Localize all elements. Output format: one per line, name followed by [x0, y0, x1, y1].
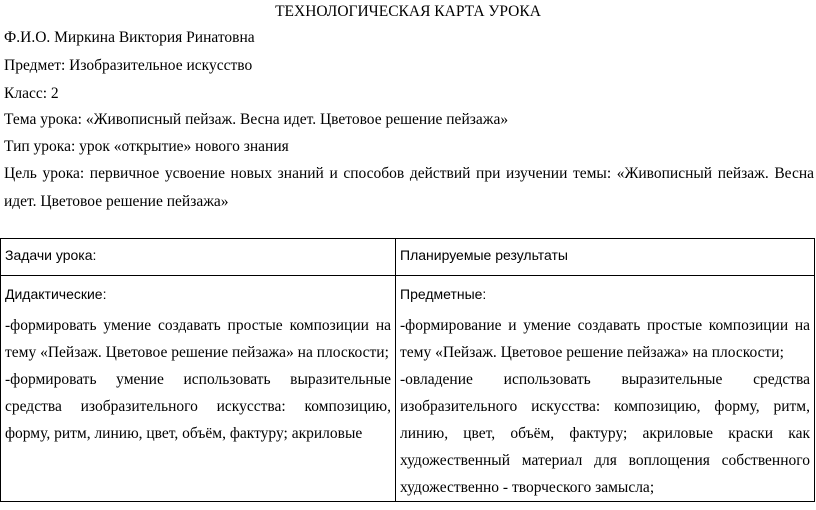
list-item: -формировать умение использовать выразительные средства изобразительного искусства: композицию, форму, ритм, линию, цвет, объём, фактуру; акриловые — [5, 371, 391, 442]
author-line: Ф.И.О. Миркина Виктория Ринатовна — [4, 29, 255, 46]
subject-line: Предмет: Изобразительное искусство — [4, 57, 253, 74]
results-header-cell: Планируемые результаты — [396, 239, 815, 276]
results-cell — [396, 276, 815, 502]
results-list — [400, 312, 810, 501]
grade-line: Класс: 2 — [4, 85, 59, 102]
page-title: ТЕХНОЛОГИЧЕСКАЯ КАРТА УРОКА — [275, 3, 541, 20]
table-body-row — [1, 276, 815, 502]
topic-line: Тема урока: «Живописный пейзаж. Весна идет. Цветовое решение пейзажа» — [4, 111, 509, 128]
tasks-header-cell: Задачи урока: — [1, 239, 396, 276]
tasks-list — [5, 312, 391, 447]
tasks-cell — [1, 276, 396, 502]
tasks-results-table — [0, 238, 815, 502]
results-subheader: Предметные: — [400, 286, 487, 302]
list-item: -формирование и умение создавать простые композиции на тему «Пейзаж. Цветовое решение пейзажа» на плоскости; — [400, 317, 810, 361]
table-header-row — [1, 239, 815, 276]
tasks-subheader: Дидактические: — [5, 286, 107, 302]
list-item: -овладение использовать выразительные средства изобразительного искусства: композицию, форму, ритм, линию, цвет, объём, фактуру; акриловые краски как художественный материал для воплощения собственного художественно - творческого замысла; — [400, 371, 810, 496]
lesson-type-line: Тип урока: урок «открытие» нового знания — [4, 138, 289, 155]
list-item: -формировать умение создавать простые композиции на тему «Пейзаж. Цветовое решение пейзажа» на плоскости; — [5, 317, 391, 361]
goal-paragraph: Цель урока: первичное усвоение новых знаний и способов действий при изучении темы: «Живописный пейзаж. Весна идет. Цветовое решение пейзажа» — [4, 165, 814, 210]
